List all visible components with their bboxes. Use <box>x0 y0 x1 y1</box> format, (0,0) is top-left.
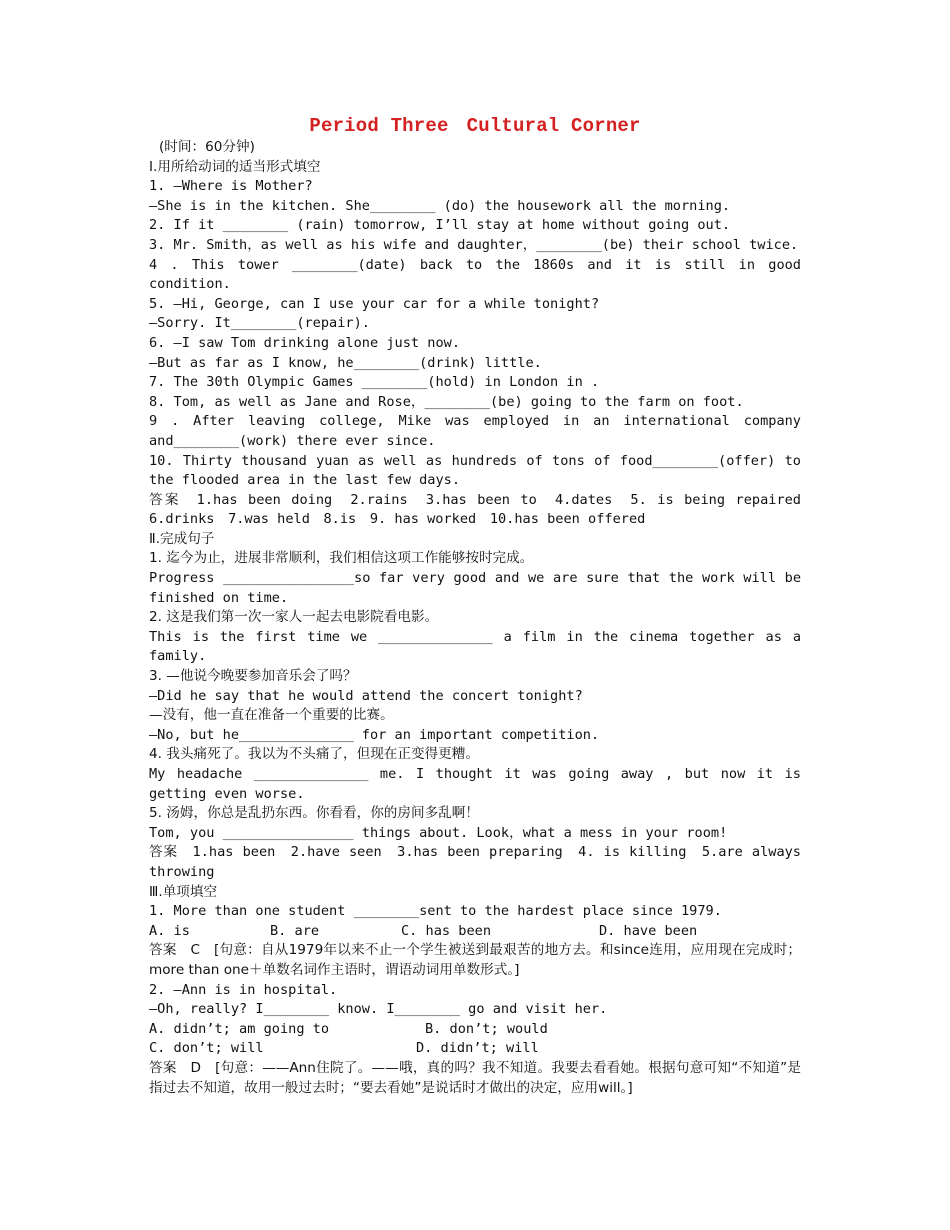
q1-option-b: B. are <box>270 922 320 939</box>
s2-english-line: —Did he say that he would attend the concert tonight? <box>149 687 583 704</box>
q2-option-a: A. didn’t; am going to <box>149 1020 330 1037</box>
q1-options <box>149 922 801 942</box>
section-1-answer: 答案 1.has been doing 2.rains 3.has been to 4.dates 5. is being repaired 6.drinks 7.was held 8.is 9. has worked 10.has been offered <box>149 491 815 528</box>
section-3-heading: Ⅲ.单项填空 <box>149 883 218 900</box>
section-1-heading: Ⅰ.用所给动词的适当形式填空 <box>149 158 321 175</box>
q2-option-b: B. don’t; would <box>425 1020 548 1037</box>
s1-line: 3. Mr. Smith，as well as his wife and daughter，________(be) their school twice. <box>149 236 799 253</box>
section-2-answer: 答案 1.has been 2.have seen 3.has been preparing 4. is killing 5.are always throwing <box>149 844 810 880</box>
q1-answer: 答案 C [句意：自从1979年以来不止一个学生被送到最艰苦的地方去。和since连用，应用现在完成时；more than one＋单数名词作主语时，谓语动词用单数形式。] <box>149 942 801 978</box>
q2-stem-1: 2. —Ann is in hospital. <box>149 981 338 998</box>
q2-options-row-2 <box>149 1039 801 1059</box>
s1-line: 10. Thirty thousand yuan as well as hundreds of tons of food________(offer) to the flooded area in the last few days. <box>149 452 810 489</box>
s2-chinese-line: 2. 这是我们第一次一家人一起去电影院看电影。 <box>149 609 439 626</box>
s2-chinese-line: 3. —他说今晚要参加音乐会了吗？ <box>149 668 357 685</box>
s1-line: 1. —Where is Mother? <box>149 178 313 195</box>
s1-line: —She is in the kitchen. She________ (do) the housework all the morning. <box>149 197 731 214</box>
q2-option-d: D. didn’t; will <box>416 1040 539 1057</box>
s2-english-line: Tom, you ________________ things about. Look，what a mess in your room! <box>149 824 728 841</box>
s1-line: 6. —I saw Tom drinking alone just now. <box>149 334 460 351</box>
q1-option-a: A. is <box>149 922 190 939</box>
title-part-2: Cultural Corner <box>466 115 641 137</box>
s1-line: —But as far as I know, he________(drink) little. <box>149 354 542 371</box>
s1-line: 4 . This tower ________(date) back to the 1860s and it is still in good condition. <box>149 256 810 293</box>
s1-line: —Sorry. It________(repair). <box>149 315 370 332</box>
page-title <box>149 114 801 138</box>
worksheet-page <box>149 114 815 1098</box>
s1-line: 2. If it ________ (rain) tomorrow, I’ll stay at home without going out. <box>149 217 731 234</box>
s2-english-line: My headache ______________ me. I thought it was going away , but now it is getting even worse. <box>149 766 810 802</box>
s2-english-line: —No, but he______________ for an important competition. <box>149 726 600 743</box>
time-note: (时间：60分钟) <box>159 139 255 155</box>
s1-line: 5. —Hi, George, can I use your car for a while tonight? <box>149 295 600 312</box>
s2-chinese-line: 5. 汤姆，你总是乱扔东西。你看看，你的房间多乱啊！ <box>149 805 479 822</box>
s1-line: 8. Tom, as well as Jane and Rose，________(be) going to the farm on foot. <box>149 393 744 410</box>
q2-option-c: C. don’t; will <box>149 1040 264 1057</box>
q1-option-c: C. has been <box>401 922 492 939</box>
q2-answer: 答案 D [句意：——Ann住院了。——哦，真的吗？我不知道。我要去看看她。根据句意可知“不知道”是指过去不知道，故用一般过去时；“要去看她”是说话时才做出的决定，应用will。] <box>149 1059 801 1096</box>
s2-english-line: This is the first time we ______________ a film in the cinema together as a family. <box>149 628 810 665</box>
s2-chinese-line: 4. 我头痛死了。我以为不头痛了，但现在正变得更糟。 <box>149 746 479 763</box>
s2-chinese-line: —没有，他一直在准备一个重要的比赛。 <box>149 707 394 724</box>
s1-line: 7. The 30th Olympic Games ________(hold) in London in . <box>149 374 600 391</box>
title-part-1: Period Three <box>309 115 449 137</box>
q2-stem-2: —Oh, really? I________ know. I________ go and visit her. <box>149 1001 608 1018</box>
q1-option-d: D. have been <box>599 922 698 939</box>
q2-options-row-1 <box>149 1020 801 1040</box>
s1-line: 9 . After leaving college, Mike was employed in an international company and________(work) there ever since. <box>149 413 810 449</box>
s2-english-line: Progress ________________so far very good and we are sure that the work will be finished on time. <box>149 570 810 606</box>
s2-chinese-line: 1. 迄今为止，进展非常顺利，我们相信这项工作能够按时完成。 <box>149 550 534 567</box>
q1-stem: 1. More than one student ________sent to the hardest place since 1979. <box>149 903 722 920</box>
section-2-heading: Ⅱ.完成句子 <box>149 530 215 547</box>
